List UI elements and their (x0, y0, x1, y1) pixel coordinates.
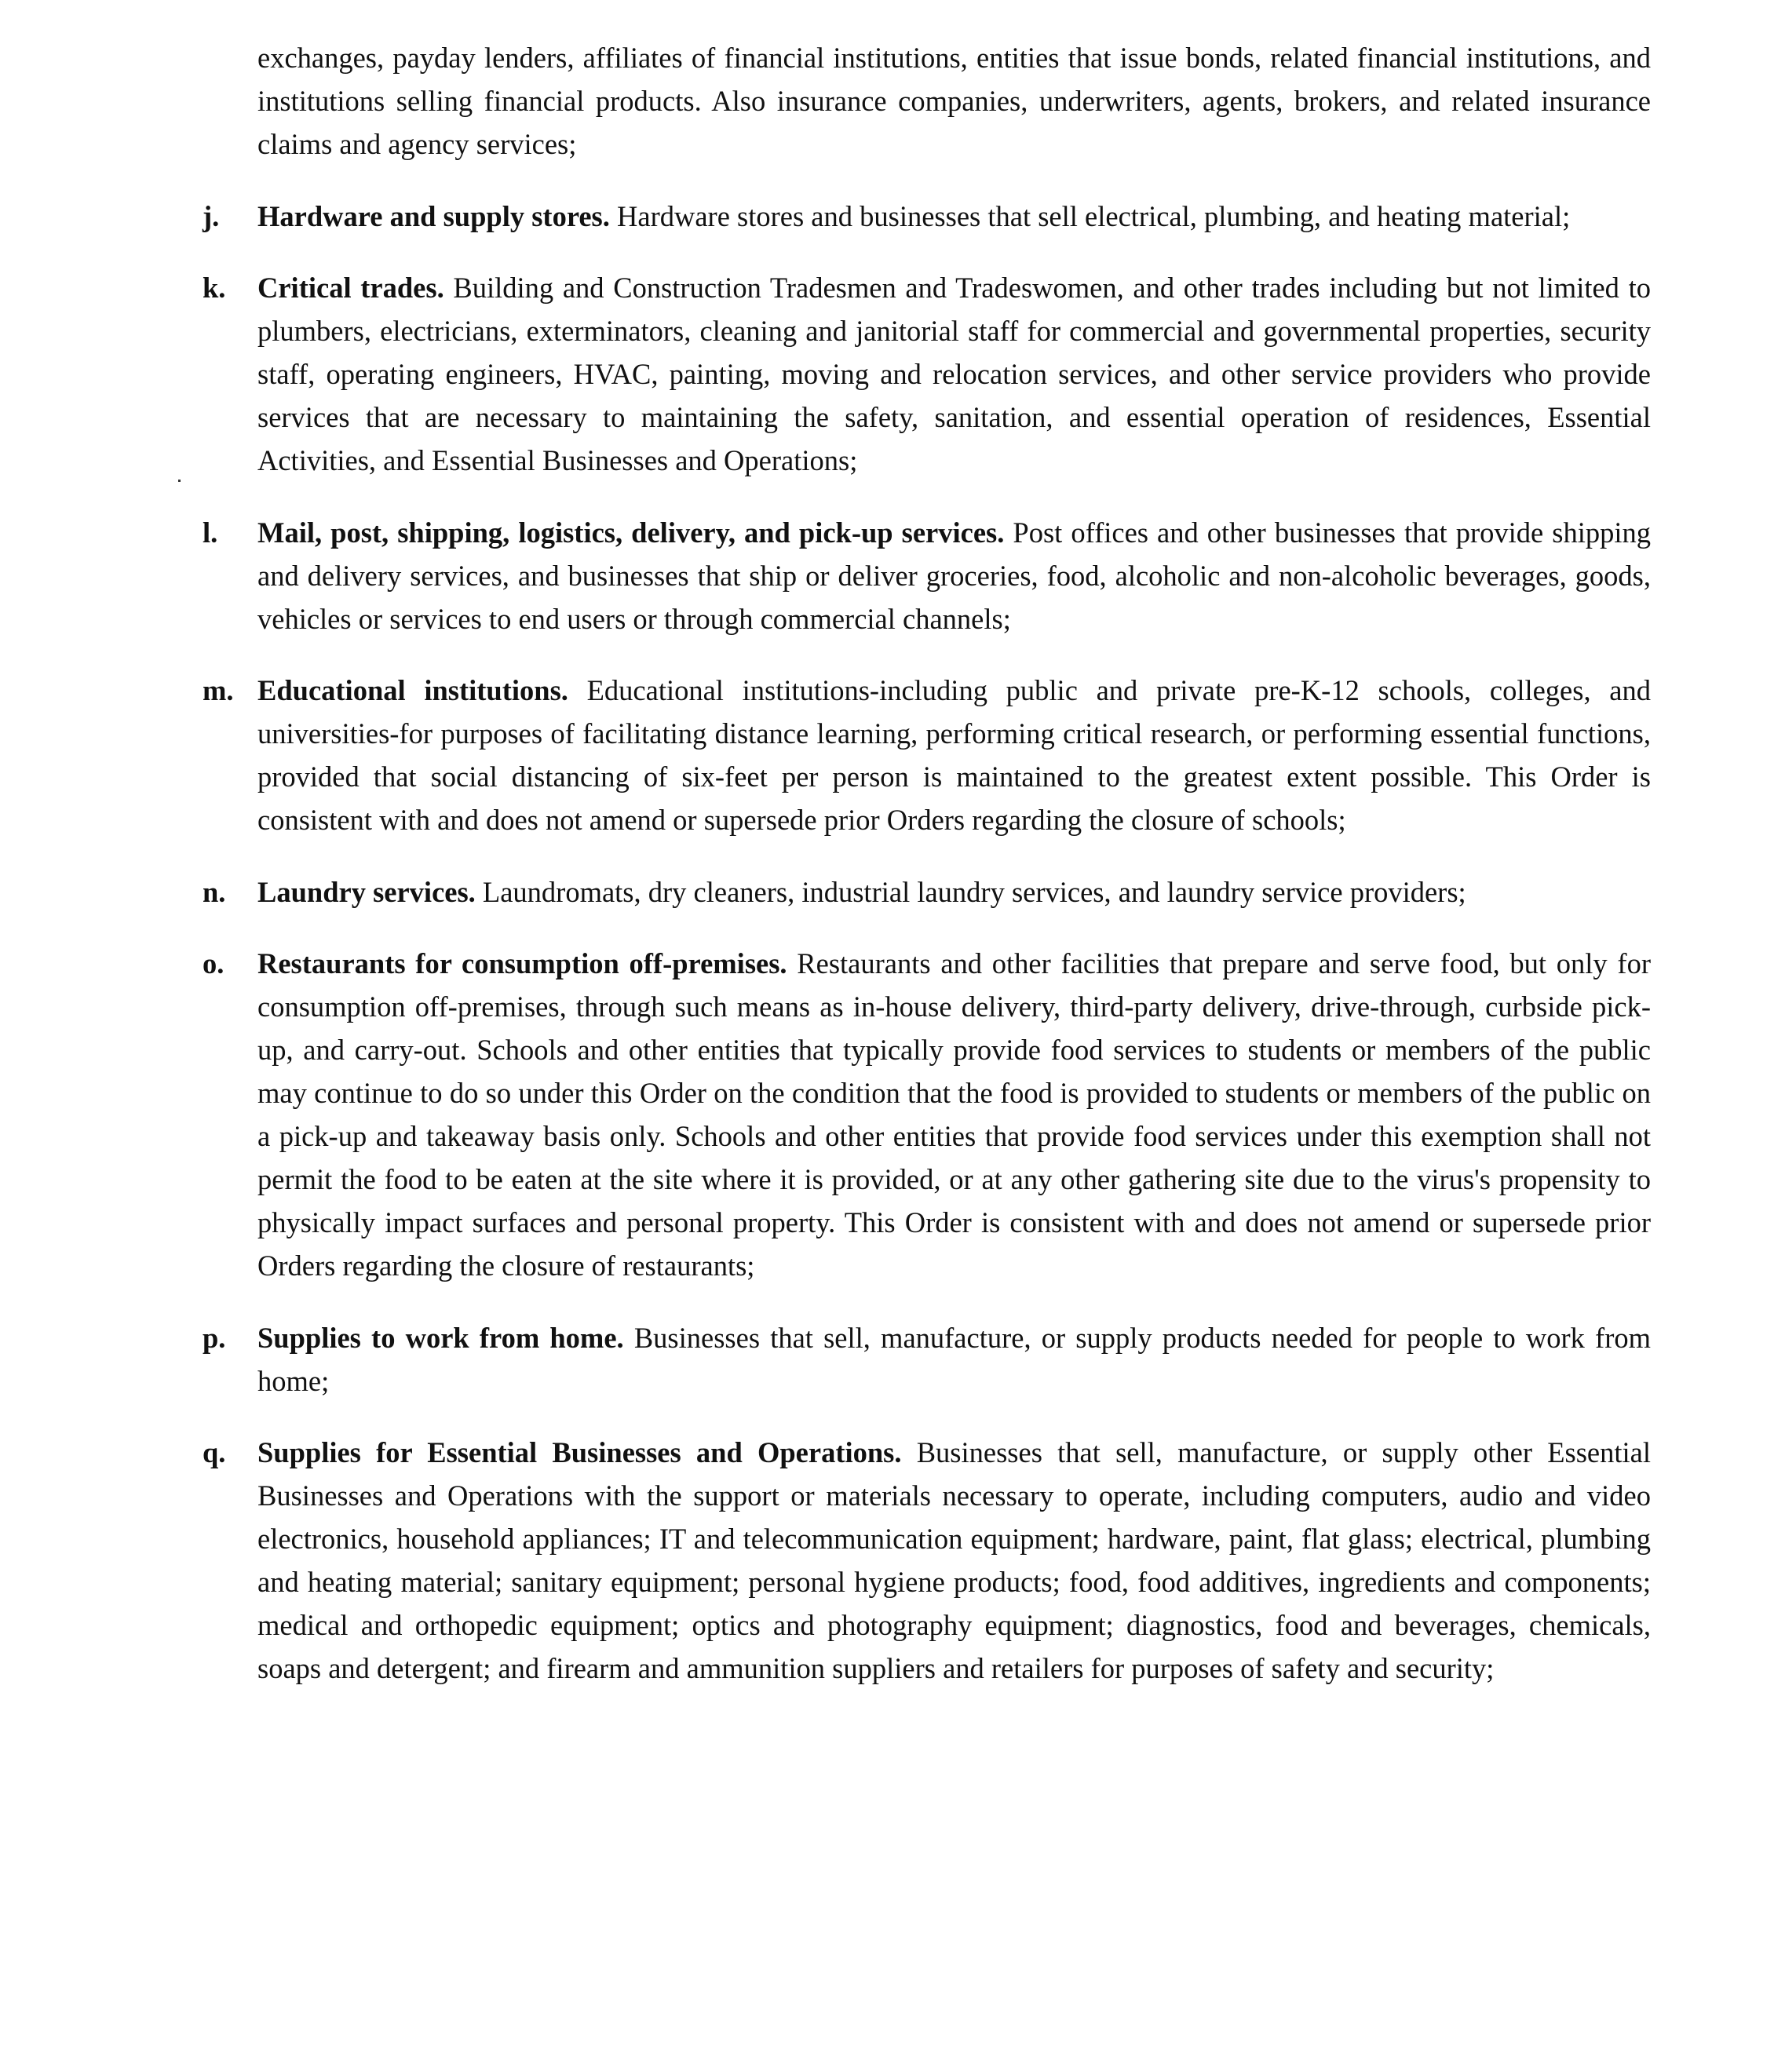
list-item-k (203, 266, 1651, 482)
item-heading: Hardware and supply stores. (257, 199, 610, 232)
item-heading: Supplies for Essential Businesses and Operations. (257, 1436, 902, 1468)
scan-speck (178, 480, 181, 482)
item-marker: m. (203, 674, 234, 706)
item-marker: p. (203, 1321, 226, 1354)
list-item-m (203, 669, 1651, 841)
item-text: Post offices and other businesses that provide shipping and delivery services, and businesses that ship or deliver groceries, food, alcoholic and non-alcoholic beverages, goods, vehicles or services to end users or through commercial channels; (257, 516, 1652, 635)
list-item-n (203, 870, 1651, 914)
item-text: Laundromats, dry cleaners, industrial laundry services, and laundry service providers; (475, 875, 1466, 908)
item-text: Businesses that sell, manufacture, or supply other Essential Businesses and Operations with the support or materials necessary to operate, including computers, audio and video electronics, household appliances; IT and telecommunication equipment; hardware, paint, flat glass; electrical, plumbing and heating material; sanitary equipment; personal hygiene products; food, food additives, ingredients and components; medical and orthopedic equipment; optics and photography equipment; diagnostics, food and beverages, chemicals, soaps and detergent; and firearm and ammunition suppliers and retailers for purposes of safety and security; (257, 1436, 1651, 1684)
item-text: Restaurants and other facilities that prepare and serve food, but only for consumption off-premises, through such means as in-house delivery, third-party delivery, drive-through, curbside pick-up, and carry-out. Schools and other entities that typically provide food services to students or members of the public may continue to do so under this Order on the condition that the food is provided to students or members of the public on a pick-up and takeaway basis only. Schools and other entities that provide food services under this exemption shall not permit the food to be eaten at the site where it is provided, or at any other gathering site due to the virus's propensity to physically impact surfaces and personal property. This Order is consistent with and does not amend or supersede prior Orders regarding the closure of restaurants; (257, 947, 1651, 1282)
list-item-q (203, 1431, 1651, 1690)
item-text: Educational institutions-including public and private pre-K-12 schools, colleges, and universities-for purposes of facilitating distance learning, performing critical research, or performing essential functions, provided that social distancing of six-feet per person is maintained to the greatest extent possible. This Order is consistent with and does not amend or supersede prior Orders regarding the closure of schools; (257, 674, 1652, 836)
essential-businesses-list (203, 36, 1651, 1714)
item-heading: Mail, post, shipping, logistics, delivery, and pick-up services. (257, 516, 1005, 549)
item-heading: Restaurants for consumption off-premises. (257, 947, 787, 979)
item-marker: q. (203, 1436, 226, 1468)
item-text: Businesses that sell, manufacture, or supply products needed for people to work from home; (257, 1321, 1652, 1397)
item-heading: Supplies to work from home. (257, 1321, 624, 1354)
list-item-l (203, 511, 1651, 640)
item-heading: Educational institutions. (257, 674, 568, 706)
item-marker: o. (203, 947, 224, 979)
item-heading: Critical trades. (257, 272, 444, 304)
item-text: Hardware stores and businesses that sell electrical, plumbing, and heating material; (609, 199, 1571, 232)
list-item-p (203, 1316, 1651, 1403)
list-item-j (203, 195, 1651, 238)
item-heading: Laundry services. (257, 875, 476, 908)
item-marker: n. (203, 875, 226, 908)
item-text: exchanges, payday lenders, affiliates of financial institutions, entities that issue bonds, related financial institutions, and institutions selling financial products. Also insurance companies, underwriters, agents, brokers, and related insurance claims and agency services; (257, 42, 1651, 160)
list-item-continuation (203, 36, 1651, 166)
item-marker: l. (203, 516, 218, 549)
list-item-o (203, 942, 1651, 1287)
item-text: Building and Construction Tradesmen and Tradeswomen, and other trades including but not limited to plumbers, electricians, exterminators, cleaning and janitorial staff for commercial and governmental properties, security staff, operating engineers, HVAC, painting, moving and relocation services, and other service providers who provide services that are necessary to maintaining the safety, sanitation, and essential operation of residences, Essential Activities, and Essential Businesses and Operations; (257, 272, 1652, 476)
item-marker: k. (203, 272, 226, 304)
item-marker: j. (203, 199, 220, 232)
